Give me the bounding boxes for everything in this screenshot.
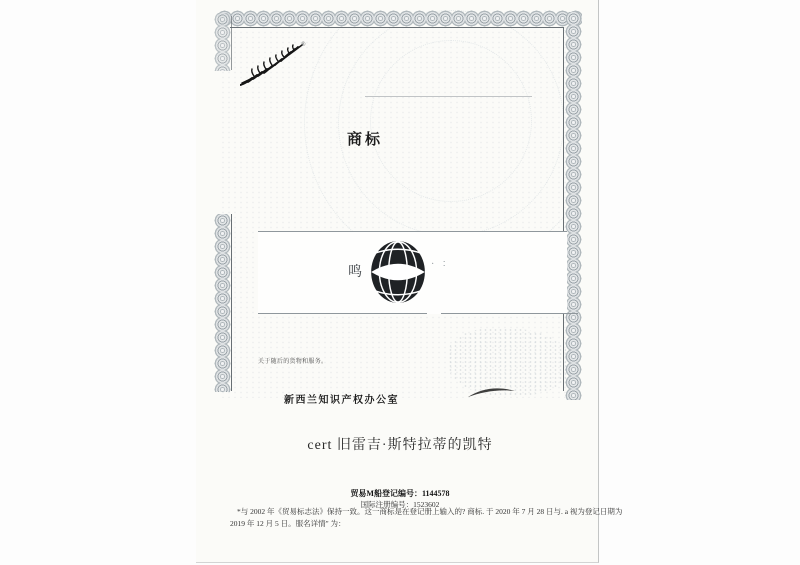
issuing-office-name: 新西兰知识产权办公室	[284, 395, 399, 406]
goods-services-note: 关于随后的货物和服务。	[258, 359, 328, 365]
owner-name-line: cert 旧雷吉·斯特拉蒂的凯特	[307, 438, 493, 453]
band-bottom-rule-left	[258, 313, 427, 314]
registered-trademark-symbol: ®	[301, 42, 306, 48]
silver-fern-icon	[240, 40, 306, 86]
registration-number-value: 1144578	[422, 489, 450, 498]
certificate-border-top	[218, 10, 582, 27]
globe-icon	[370, 241, 426, 303]
band-bottom-rule-right	[441, 313, 578, 314]
international-number-label: 国际注册编号：	[360, 500, 414, 509]
title-divider-rule	[365, 96, 532, 97]
border-inner-line-top	[230, 27, 564, 28]
registration-number-label: 贸易M船登记编号：	[350, 489, 422, 498]
border-inner-line-right	[563, 27, 564, 391]
border-inner-line-left-upper	[231, 16, 232, 70]
terms-text-line-1: *与 2002 年《贸易标志法》保持一致。这一商标是在登记册上输入的? 商标. 于 2020 年 7 月 28 日与. a 视为登记日期为	[237, 507, 623, 516]
border-inner-line-left-lower	[231, 214, 232, 391]
international-number-value: 1523602	[413, 500, 440, 509]
terms-text-line-2: 2019 年 12 月 5 日。服名详情" 为：	[230, 519, 346, 528]
registration-number-line	[300, 488, 500, 499]
certificate-title: 商标	[346, 132, 383, 148]
faint-scan-marks: · ∶	[431, 259, 449, 270]
certificate-border-left-lower	[214, 214, 231, 392]
trademark-character: 鸣	[348, 265, 362, 280]
certificate-border-right	[565, 12, 582, 400]
signature-stroke-icon	[468, 385, 516, 399]
certificate-border-left-upper	[214, 13, 231, 71]
